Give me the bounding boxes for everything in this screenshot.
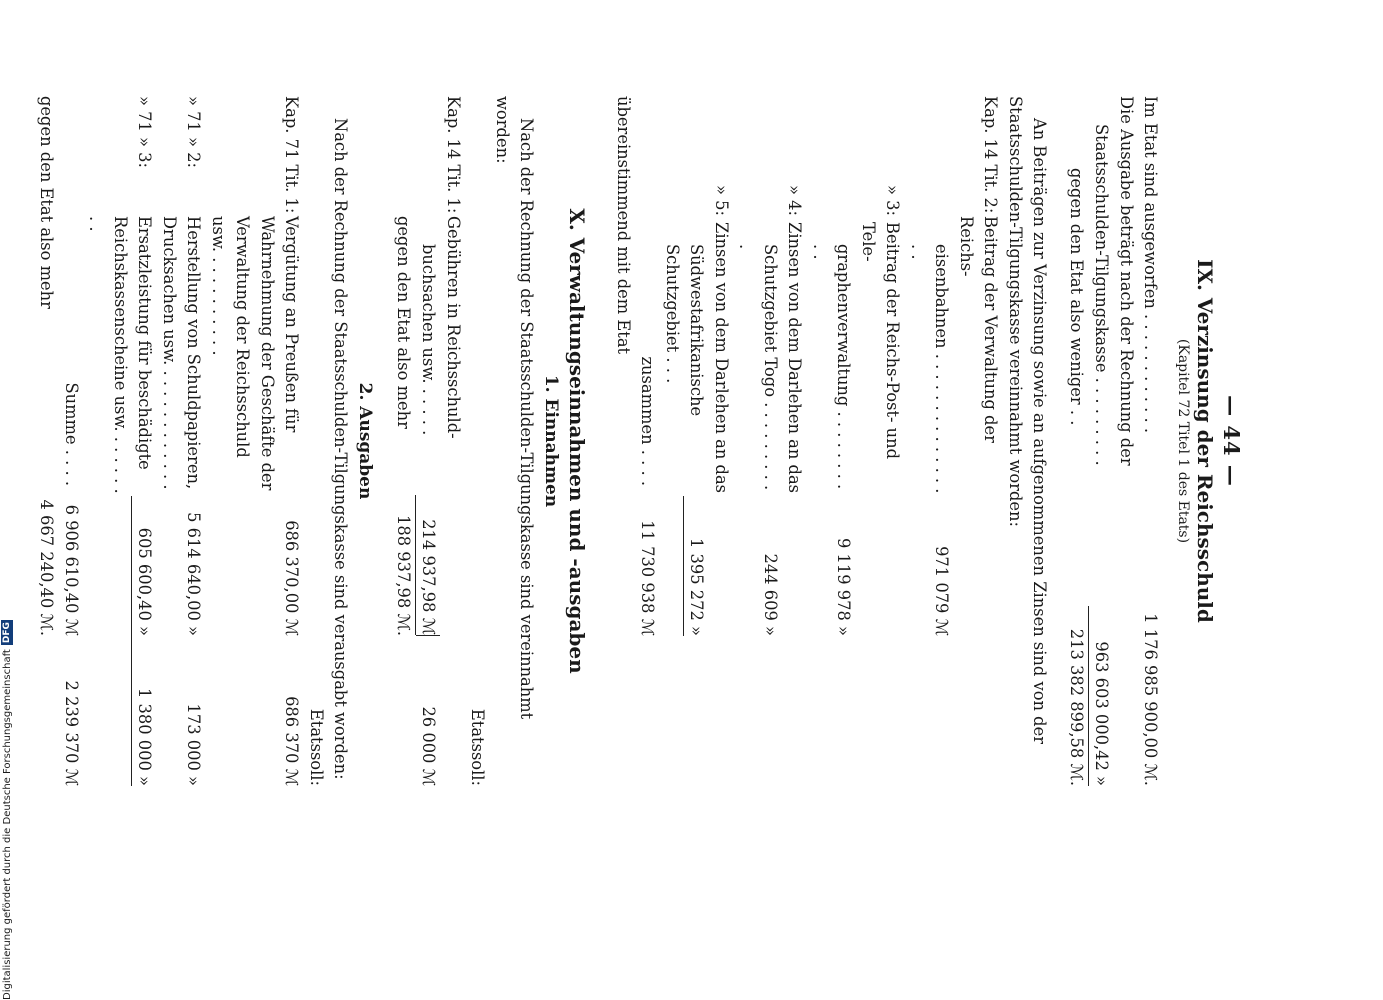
budget-amount: 1 176 985 900,00 ℳ. [1141, 613, 1161, 786]
expense-ref: » 71 » 3: [135, 96, 155, 169]
expense-label: Herstellung von Schuldpapieren, Drucksachen usw. . . . . . . . . . . . . [160, 216, 204, 490]
expense-diff-amount: 4 667 240,40 ℳ. [37, 499, 57, 636]
item-label: Zinsen von dem Darlehen an das [712, 222, 731, 494]
income-etat: 26 000 ℳ [416, 635, 441, 786]
interest-item-cont [807, 96, 856, 786]
item-amount: 1 395 272 » [683, 496, 709, 636]
section-x [34, 96, 591, 786]
item-amount: 971 079 ℳ [932, 546, 952, 636]
expense-sum-etat: 2 239 370 ℳ [62, 680, 81, 786]
expenses-heading: 2. Ausgaben [355, 382, 376, 500]
expenditure-row [1114, 96, 1139, 786]
interest-paragraph: An Beiträgen zur Verzinsung sowie an aufgenommenen Zinsen sind von der Staatsschulden-Tilgungskasse vereinnahmt worden: [1006, 96, 1050, 745]
income-label-cont: buchsachen usw. . . . . . [419, 244, 439, 436]
budget-row [1138, 96, 1163, 786]
item-ref: » 5: [712, 185, 731, 216]
expense-ref: Kap. 71 Tit. 1: [282, 96, 302, 214]
expense-row [206, 96, 304, 786]
expenditure-label: Die Ausgabe beträgt nach der Rechnung der [1117, 96, 1136, 466]
difference-amount: 213 382 899,58 ℳ. [1067, 628, 1086, 786]
section-ix-subtitle: (Kapitel 72 Titel 1 des Etats) [1175, 338, 1192, 544]
section-x-title: X. Verwaltungseinnahmen und -ausgaben [565, 208, 590, 674]
item-label-cont: Südwestafrikanische Schutzgebiet . . . [663, 244, 707, 417]
interest-total-row [635, 96, 660, 786]
digitization-credit [0, 600, 14, 1000]
expense-diff-row [34, 96, 59, 786]
interest-item-cont [660, 96, 709, 786]
expense-etat: 1 380 000 » [131, 636, 157, 786]
expense-row [83, 96, 157, 786]
income-amount: 214 937,98 ℳ [415, 495, 441, 635]
expense-label: Vergütung an Preußen für Wahrnehmung der Geschäfte der Verwaltung der Reichsschuld usw. . . . . . . . . . . [209, 216, 302, 491]
interest-total-label: zusammen . . . . [638, 356, 658, 486]
expense-sum-label: Summe . . . . [62, 382, 81, 486]
item-label-cont: eisenbahnen . . . . . . . . . . . . . . . . [908, 244, 952, 494]
interest-item [856, 96, 905, 786]
page-number: — 44 — [1219, 395, 1244, 487]
interest-item-cont [733, 96, 782, 786]
item-ref: » 3: [883, 185, 903, 216]
income-label: Gebühren in Reichsschuld- [444, 216, 463, 439]
expenses-paragraph: Nach der Rechnung der Staatsschulden-Tilgungskasse sind verausgabt worden: [331, 118, 351, 780]
expense-sum-amount: 6 906 610,40 ℳ [62, 504, 81, 636]
expense-sum-row [59, 96, 84, 786]
income-diff-row [391, 96, 416, 786]
expenditure-amount: 963 603 000,42 » [1088, 606, 1114, 786]
interest-item-cont [905, 96, 954, 786]
section-ix-title: IX. Verzinsung der Reichsschuld [1193, 259, 1218, 623]
income-diff-label: gegen den Etat also mehr [394, 216, 413, 429]
item-label: Beitrag der Verwaltung der Reichs- [957, 216, 1001, 443]
credit-text: Digitalisierung gefördert durch die Deutsche Forschungsgemeinschaft [1, 649, 13, 1000]
expenditure-label-cont: Staatsschulden-Tilgungskasse . . . . . . . . . [1092, 124, 1112, 466]
expense-amount: 686 370,00 ℳ [282, 520, 302, 636]
item-label-cont: graphenverwaltung . . . . . . . . . . [810, 244, 854, 490]
expense-row [157, 96, 206, 786]
expense-amount: 5 614 640,00 » [184, 512, 204, 636]
dfg-logo: DFG [2, 622, 12, 644]
expense-label: Ersatzleistung für beschädigte Reichskassenscheine usw. . . . . . . . . [86, 216, 155, 494]
item-label-cont: Schutzgebiet Togo . . . . . . . . . . [736, 244, 780, 491]
expense-etat: 173 000 » [184, 703, 204, 786]
income-ref: Kap. 14 Tit. 1: [444, 96, 463, 214]
expenditure-row-cont [1088, 96, 1114, 786]
interest-item [954, 96, 1003, 786]
item-ref: » 4: [785, 185, 805, 216]
expense-ref: » 71 » 2: [184, 96, 204, 169]
budget-label: Im Etat sind ausgeworfen . . . . . . . . . . . . [1141, 96, 1161, 434]
difference-row [1064, 96, 1089, 786]
income-diff-amount: 188 937,98 ℳ. [394, 515, 413, 636]
item-amount: 244 609 » [761, 553, 780, 636]
item-label: Zinsen von dem Darlehen an das [785, 222, 805, 494]
income-row [441, 96, 466, 786]
expense-etat: 686 370 ℳ [282, 696, 302, 786]
etat-label: Etatssoll: [307, 708, 326, 786]
income-row-cont [415, 96, 441, 786]
interest-item [709, 96, 734, 786]
page-body [34, 96, 1243, 786]
expense-diff-label: gegen den Etat also mehr [37, 96, 57, 309]
section-ix [611, 96, 1219, 786]
income-heading: 1. Einnahmen [541, 374, 562, 508]
item-ref: Kap. 14 Tit. 2: [981, 96, 1001, 214]
item-amount: 9 119 978 » [834, 538, 854, 636]
expense-amount: 605 600,40 » [131, 496, 157, 636]
interest-total-amount: 11 730 938 ℳ [638, 520, 658, 636]
item-label: Beitrag der Reichs-Post- und Tele- [859, 222, 903, 460]
closing-note: übereinstimmend mit dem Etat [614, 96, 633, 355]
interest-item [782, 96, 807, 786]
difference-label: gegen den Etat also weniger . . [1067, 168, 1086, 426]
etat-label: Etatssoll: [468, 708, 488, 786]
income-paragraph: Nach der Rechnung der Staatsschulden-Tilgungskasse sind vereinnahmt worden: [493, 96, 537, 720]
